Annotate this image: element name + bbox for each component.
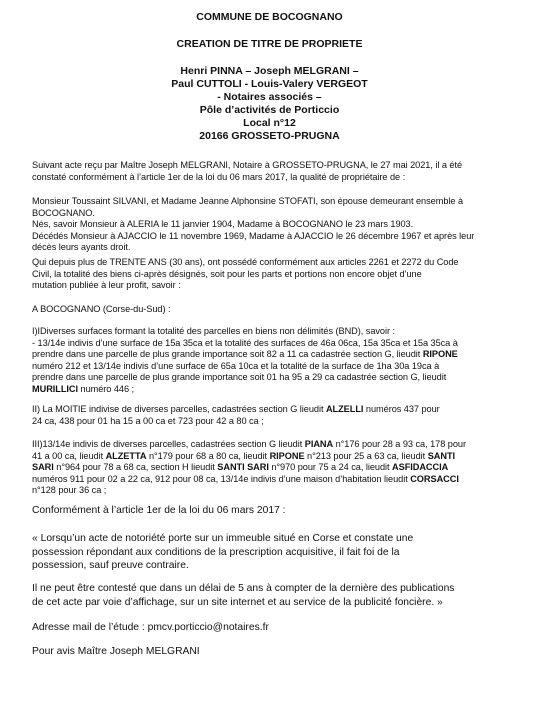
- address-line-1: Pôle d’activités de Porticcio: [199, 103, 340, 116]
- possession-line: Civil, la totalité des biens ci-après désignés, soit pour les parts et portions non encore objet d’une: [32, 268, 422, 279]
- section-1-line: MURILLICI numéro 446 ;: [32, 383, 135, 394]
- section-2-paragraph: [32, 404, 520, 427]
- lieudit-name: CORSACCI: [410, 473, 459, 484]
- owners-line: BOCOGNANO.: [32, 207, 95, 218]
- lieudit-name: RIPONE: [422, 349, 458, 360]
- section-3-line: III)13/14e indivis de diverses parcelles, cadastrées section G lieudit PIANA n°176 pour 28 a 93 ca, 178 pour: [32, 439, 466, 449]
- law-quote-line: de cet acte par voie d’affichage, sur un site internet et au service de la publicité foncière. »: [32, 596, 443, 608]
- location-text: A BOCOGNANO (Corse-du-Sud) :: [32, 304, 171, 314]
- law-quote-line: Il ne peut être contesté que dans un délai de 5 ans à compter de la dernière des publications: [32, 583, 455, 594]
- law-intro: [32, 504, 520, 518]
- section-3-line: numéros 911 pour 02 a 22 ca, 912 pour 08 ca, 13/14e indivis d’une maison d’habitation lieudit CORSACCI: [32, 473, 459, 484]
- possession-line: Qui depuis plus de TRENTE ANS (30 ans), ont possédé conformément aux articles 2261 et 2272 du Code: [32, 257, 459, 267]
- section-3-line: n°128 pour 36 ca ;: [32, 485, 107, 496]
- law-quote-line: possession, sauf preuve contraire.: [32, 560, 189, 572]
- law-intro-text: Conformément à l’article 1er de la loi du 06 mars 2017 :: [32, 505, 286, 516]
- section-1-line: prendre dans une parcelle de plus grande importance soit 01 ha 95 a 29 ca cadastrée section G, lieudit: [32, 372, 447, 383]
- intro-line: constaté conformément à l’article 1er de la loi du 06 mars 2017, la qualité de propriétaire de :: [32, 171, 406, 182]
- signature-line: [32, 645, 520, 659]
- lieudit-name: ALZELLI: [325, 404, 364, 414]
- section-2-line: 24 ca, 438 pour 01 ha 15 a 00 ca et 723 pour 42 a 80 ca ;: [32, 415, 264, 426]
- owners-line: Décédés Monsieur à AJACCIO le 11 novembre 1969, Madame à AJACCIO le 26 décembre 1967 et après leur: [32, 230, 475, 241]
- possession-paragraph: [32, 257, 520, 292]
- section-3-line: SARI n°964 pour 78 a 68 ca, section H lieudit SANTI SARI n°970 pour 75 a 24 ca, lieudit ASFIDACCIA: [32, 462, 449, 473]
- section-1-paragraph: [32, 326, 520, 396]
- section-3-line: 41 a 00 ca, lieudit ALZETTA n°179 pour 68 a 80 ca, lieudit RIPONE n°213 pour 25 a 63 ca, lieudit SANTI: [32, 450, 456, 461]
- lieudit-name: SANTI SARI: [217, 462, 269, 473]
- section-1-line: numéro 212 et 13/14e indivis d’une surface de 65a 10ca et la totalité de la surface de 1ha 30a 19ca à: [32, 360, 440, 371]
- possession-line: mutation publiée à leur profit, savoir :: [32, 280, 181, 291]
- signature-text: Pour avis Maître Joseph MELGRANI: [32, 646, 200, 657]
- notary-office-block: [0, 65, 539, 142]
- section-1-line: - 13/14e indivis d’une surface de 15a 35ca et la totalité des surfaces de 46a 06ca, 15a 35ca et 15a 35ca à: [32, 337, 458, 348]
- owners-line: Monsieur Toussaint SILVANI, et Madame Jeanne Alphonsine STOFATI, son épouse demeurant ensemble à: [32, 196, 464, 206]
- address-line-2: Local n°12: [243, 116, 296, 129]
- notaries-line-3: - Notaires associés –: [217, 90, 322, 103]
- owners-paragraph: [32, 196, 520, 254]
- section-3-paragraph: [32, 439, 520, 497]
- contact-line: [32, 621, 520, 635]
- section-1-line: I)IDiverses surfaces formant la totalité des parcelles en biens non délimités (BND), savoir :: [32, 326, 395, 336]
- lieudit-name: PIANA: [304, 439, 334, 449]
- law-quote-line: possession répondant aux conditions de la prescription acquisitive, il fait foi de la: [32, 546, 400, 558]
- law-quote-2: [32, 582, 520, 609]
- lieudit-name: MURILLICI: [32, 383, 78, 394]
- lieudit-name: ASFIDACCIA: [392, 462, 449, 473]
- notaries-line-2: Paul CUTTOLI - Louis-Valery VERGEOT: [171, 77, 368, 90]
- law-quote-1: [32, 532, 520, 573]
- notaries-line-1: Henri PINNA – Joseph MELGRANI –: [180, 65, 359, 77]
- intro-paragraph: [32, 160, 520, 183]
- contact-email-text: Adresse mail de l’étude : pmcv.porticcio@notaires.fr: [32, 622, 269, 633]
- intro-line: Suivant acte reçu par Maître Joseph MELGRANI, Notaire à GROSSETO-PRUGNA, le 27 mai 2021, il a été: [32, 160, 463, 170]
- location-line: [32, 304, 520, 316]
- law-quote-line: « Lorsqu’un acte de notoriété porte sur un immeuble situé en Corse et constate une: [32, 533, 414, 544]
- owners-line: décès leurs ayants droit.: [32, 242, 131, 253]
- document-subject: CREATION DE TITRE DE PROPRIETE: [176, 38, 363, 50]
- lieudit-name: SANTI: [427, 450, 456, 461]
- address-line-3: 20166 GROSSETO-PRUGNA: [199, 129, 340, 142]
- lieudit-name: ALZETTA: [105, 450, 147, 461]
- commune-heading: COMMUNE DE BOCOGNANO: [196, 11, 343, 23]
- owners-line: Nés, savoir Monsieur à ALERIA le 11 janvier 1904, Madame à BOCOGNANO le 23 mars 1903.: [32, 219, 414, 230]
- section-2-line: II) La MOITIE indivise de diverses parcelles, cadastrées section G lieudit ALZELLI numéros 437 pour: [32, 404, 440, 414]
- lieudit-name: SARI: [32, 462, 54, 473]
- section-1-line: prendre dans une parcelle de plus grande importance soit 82 a 11 ca cadastrée section G, lieudit RIPONE: [32, 349, 458, 360]
- lieudit-name: RIPONE: [269, 450, 305, 461]
